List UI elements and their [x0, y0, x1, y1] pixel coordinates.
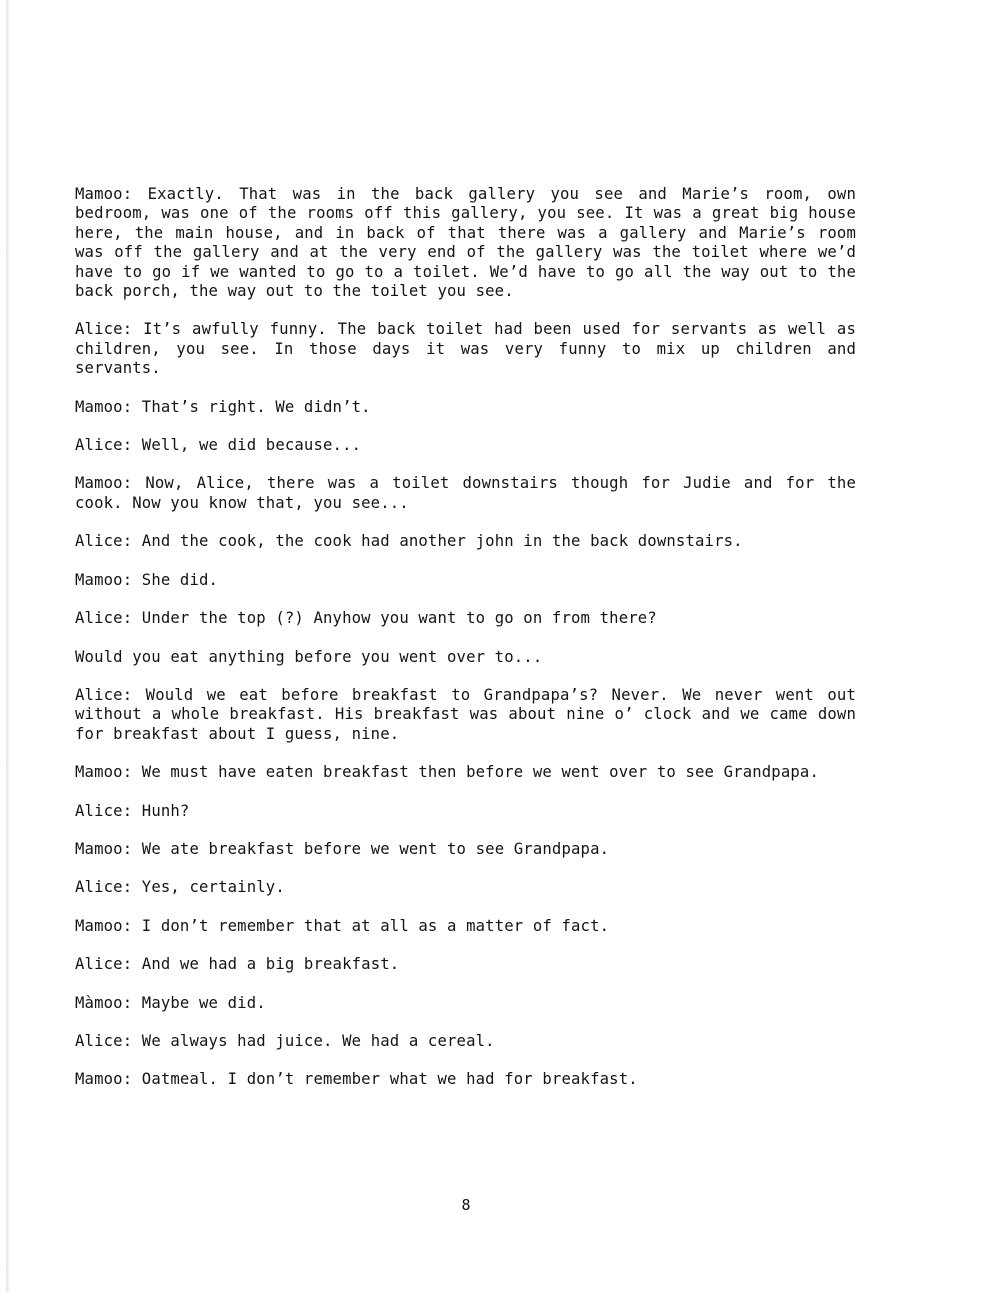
speaker-label: Alice: — [75, 1031, 133, 1050]
paragraph-text: Oatmeal. I don’t remember what we had for breakfast. — [141, 1070, 638, 1089]
speaker-label: Mamoo: — [75, 185, 133, 203]
transcript-paragraph — [75, 648, 856, 667]
transcript-paragraph — [75, 609, 856, 628]
speaker-label: Mamoo: — [75, 763, 133, 782]
paragraph-text: She did. — [141, 570, 219, 589]
paragraph-text: That’s right. We didn’t. — [141, 397, 371, 416]
transcript-paragraph — [75, 436, 856, 455]
speaker-label: Alice: — [75, 878, 133, 897]
transcript — [75, 185, 856, 1109]
transcript-paragraph — [75, 763, 856, 782]
paragraph-text: Well, we did because... — [141, 436, 362, 455]
speaker-label: Màmoo: — [75, 993, 133, 1012]
speaker-label: Alice: — [75, 955, 133, 974]
speaker-label: Mamoo: — [75, 570, 133, 589]
speaker-label: Mamoo: — [75, 839, 133, 858]
speaker-label: Mamoo: — [75, 916, 133, 935]
transcript-paragraph — [75, 802, 856, 821]
paragraph-text: We must have eaten breakfast then before we went over to see Grandpapa. — [141, 763, 819, 782]
transcript-paragraph — [75, 474, 856, 513]
speaker-label: Alice: — [75, 532, 133, 551]
page-number: 8 — [461, 1196, 471, 1214]
transcript-paragraph — [75, 686, 856, 744]
speaker-label: Mamoo: — [75, 1070, 133, 1089]
paragraph-text: Would you eat anything before you went over to... — [75, 647, 543, 666]
paragraph-text: Yes, certainly. — [141, 878, 285, 897]
transcript-paragraph — [75, 532, 856, 551]
transcript-paragraph — [75, 571, 856, 590]
paragraph-text: Under the top (?) Anyhow you want to go on from there? — [141, 609, 657, 628]
transcript-paragraph — [75, 917, 856, 936]
paragraph-text: Now, Alice, there was a toilet downstairs though for Judie and for the cook. Now you know that, you see... — [75, 474, 856, 512]
paragraph-text: We always had juice. We had a cereal. — [141, 1031, 495, 1050]
paragraph-text: It’s awfully funny. The back toilet had been used for servants as well as children, you see. In those days it was very funny to mix up children and servants. — [75, 320, 856, 378]
speaker-label: Mamoo: — [75, 474, 133, 493]
transcript-paragraph — [75, 185, 856, 301]
paragraph-text: Maybe we did. — [141, 993, 266, 1012]
paragraph-text: We ate breakfast before we went to see Grandpapa. — [141, 839, 610, 858]
transcript-paragraph — [75, 994, 856, 1013]
transcript-paragraph — [75, 398, 856, 417]
speaker-label: Alice: — [75, 685, 133, 704]
paragraph-text: I don’t remember that at all as a matter of fact. — [141, 916, 610, 935]
transcript-paragraph — [75, 955, 856, 974]
paragraph-text: And the cook, the cook had another john in the back downstairs. — [141, 532, 743, 551]
scan-edge — [6, 0, 9, 1292]
paragraph-text: Hunh? — [141, 801, 190, 820]
transcript-paragraph — [75, 320, 856, 378]
speaker-label: Mamoo: — [75, 397, 133, 416]
speaker-label: Alice: — [75, 436, 133, 455]
transcript-paragraph — [75, 1032, 856, 1051]
speaker-label: Alice: — [75, 320, 133, 339]
paragraph-text: And we had a big breakfast. — [141, 955, 400, 974]
transcript-paragraph — [75, 1070, 856, 1089]
paragraph-text: Would we eat before breakfast to Grandpapa’s? Never. We never went out without a whole breakfast. His breakfast was about nine o’ clock and we came down for breakfast about I guess, nine. — [75, 685, 856, 743]
speaker-label: Alice: — [75, 801, 133, 820]
transcript-paragraph — [75, 878, 856, 897]
speaker-label: Alice: — [75, 609, 133, 628]
transcript-paragraph — [75, 840, 856, 859]
paragraph-text: Exactly. That was in the back gallery you see and Marie’s room, own bedroom, was one of the rooms off this gallery, you see. It was a great big house here, the main house, and in back of that there was a gallery and Marie’s room was off the gallery and at the very end of the gallery was the toilet where we’d have to go if we wanted to go to a toilet. We’d have to go all the way out to the back porch, the way out to the toilet you see. — [75, 185, 856, 301]
